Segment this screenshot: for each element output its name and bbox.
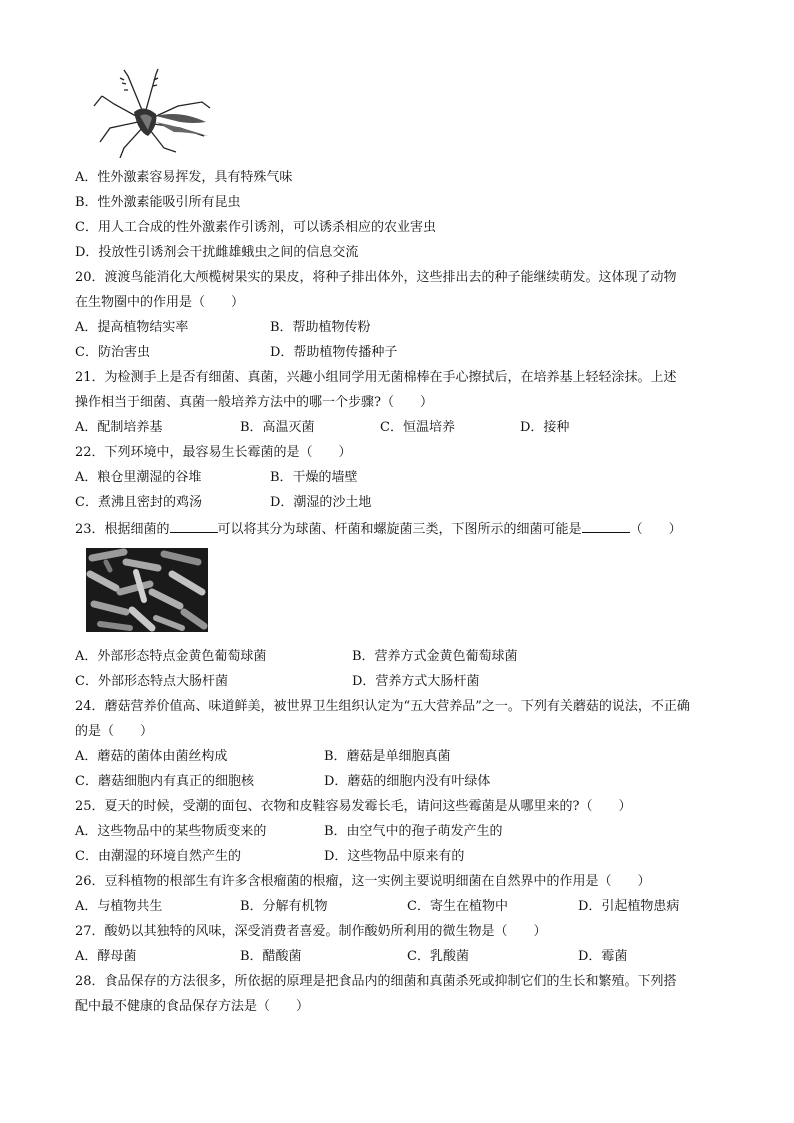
q26-option-d: D．引起植物患病 xyxy=(578,899,680,914)
q24-stem-line1: 24．蘑菇营养价值高、味道鲜美，被世界卫生组织认定为“五大营养品”之一。下列有关蘑菇的说法，不正确 xyxy=(75,699,690,714)
q24-stem-line2: 的是（ ） xyxy=(75,724,154,739)
q24-option-c: C．蘑菇细胞内有真正的细胞核 xyxy=(75,774,254,789)
q26-stem: 26．豆科植物的根部生有许多含根瘤菌的根瘤，这一实例主要说明细菌在自然界中的作用是（ ） xyxy=(75,874,651,889)
q23-option-a: A．外部形态特点金黄色葡萄球菌 xyxy=(75,649,267,664)
q25-option-b: B．由空气中的孢子萌发产生的 xyxy=(324,824,503,839)
q23-option-c: C．外部形态特点大肠杆菌 xyxy=(75,674,228,689)
q23-option-d: D．营养方式大肠杆菌 xyxy=(352,674,480,689)
q24-option-d: D．蘑菇的细胞内没有叶绿体 xyxy=(324,774,491,789)
q19-option-c: C．用人工合成的性外激素作引诱剂，可以诱杀相应的农业害虫 xyxy=(75,220,436,235)
q26-option-b: B．分解有机物 xyxy=(240,899,328,914)
q23-stem-part1: 23．根据细菌的 xyxy=(75,522,170,537)
q23-stem xyxy=(75,519,682,537)
q22-option-d: D．潮湿的沙土地 xyxy=(270,495,372,510)
q23-option-b: B．营养方式金黄色葡萄球菌 xyxy=(352,649,518,664)
q19-option-a: A．性外激素容易挥发，具有特殊气味 xyxy=(75,170,293,185)
q20-option-a: A．提高植物结实率 xyxy=(75,320,189,335)
q21-option-c: C．恒温培养 xyxy=(380,420,455,435)
q19-option-d: D．投放性引诱剂会干扰雌雄蛾虫之间的信息交流 xyxy=(75,245,359,260)
moth-figure xyxy=(84,66,214,158)
q22-stem: 22．下列环境中，最容易生长霉菌的是（ ） xyxy=(75,445,352,460)
q28-stem-line2: 配中最不健康的食品保存方法是（ ） xyxy=(75,999,310,1014)
q23-stem-part2: 可以将其分为球菌、杆菌和螺旋菌三类，下图所示的细菌可能是 xyxy=(217,522,582,537)
q25-option-d: D．这些物品中原来有的 xyxy=(324,849,465,864)
q21-option-a: A．配制培养基 xyxy=(75,420,163,435)
q19-option-b: B．性外激素能吸引所有昆虫 xyxy=(75,195,241,210)
q21-stem-line1: 21．为检测手上是否有细菌、真菌，兴趣小组同学用无菌棉棒在手心擦拭后，在培养基上轻轻涂抹。上述 xyxy=(75,370,677,385)
q20-stem-line2: 在生物圈中的作用是（ ） xyxy=(75,295,245,310)
q20-option-b: B．帮助植物传粉 xyxy=(270,320,371,335)
q26-option-a: A．与植物共生 xyxy=(75,899,163,914)
q20-option-c: C．防治害虫 xyxy=(75,345,150,360)
q22-option-a: A．粮仓里潮湿的谷堆 xyxy=(75,470,202,485)
q26-option-c: C．寄生在植物中 xyxy=(407,899,508,914)
q27-option-b: B．醋酸菌 xyxy=(240,949,302,964)
q27-stem: 27．酸奶以其独特的风味，深受消费者喜爱。制作酸奶所利用的微生物是（ ） xyxy=(75,924,547,939)
bacteria-micrograph xyxy=(86,548,208,632)
answer-blank-2[interactable] xyxy=(582,519,630,533)
q27-option-a: A．酵母菌 xyxy=(75,949,137,964)
q27-option-d: D．霉菌 xyxy=(578,949,628,964)
q21-stem-line2: 操作相当于细菌、真菌一般培养方法中的哪一个步骤?（ ） xyxy=(75,395,433,410)
q20-option-d: D．帮助植物传播种子 xyxy=(270,345,398,360)
q21-option-b: B．高温灭菌 xyxy=(240,420,315,435)
q20-stem-line1: 20．渡渡鸟能消化大颅榄树果实的果皮，将种子排出体外，这些排出去的种子能继续萌发。这体现了动物 xyxy=(75,270,677,285)
q24-option-b: B．蘑菇是单细胞真菌 xyxy=(324,749,451,764)
q24-option-a: A．蘑菇的菌体由菌丝构成 xyxy=(75,749,228,764)
q28-stem-line1: 28．食品保存的方法很多，所依据的原理是把食品内的细菌和真菌杀死或抑制它们的生长和繁殖。下列搭 xyxy=(75,974,677,989)
q22-option-b: B．干燥的墙壁 xyxy=(270,470,358,485)
q25-option-a: A．这些物品中的某些物质变来的 xyxy=(75,824,267,839)
answer-blank-1[interactable] xyxy=(170,519,218,533)
q21-option-d: D．接种 xyxy=(520,420,570,435)
q25-stem: 25．夏天的时候，受潮的面包、衣物和皮鞋容易发霉长毛，请问这些霉菌是从哪里来的?（ ） xyxy=(75,799,632,814)
q27-option-c: C．乳酸菌 xyxy=(407,949,469,964)
q25-option-c: C．由潮湿的环境自然产生的 xyxy=(75,849,241,864)
q22-option-c: C．煮沸且密封的鸡汤 xyxy=(75,495,202,510)
q23-stem-part3: （ ） xyxy=(629,522,682,537)
